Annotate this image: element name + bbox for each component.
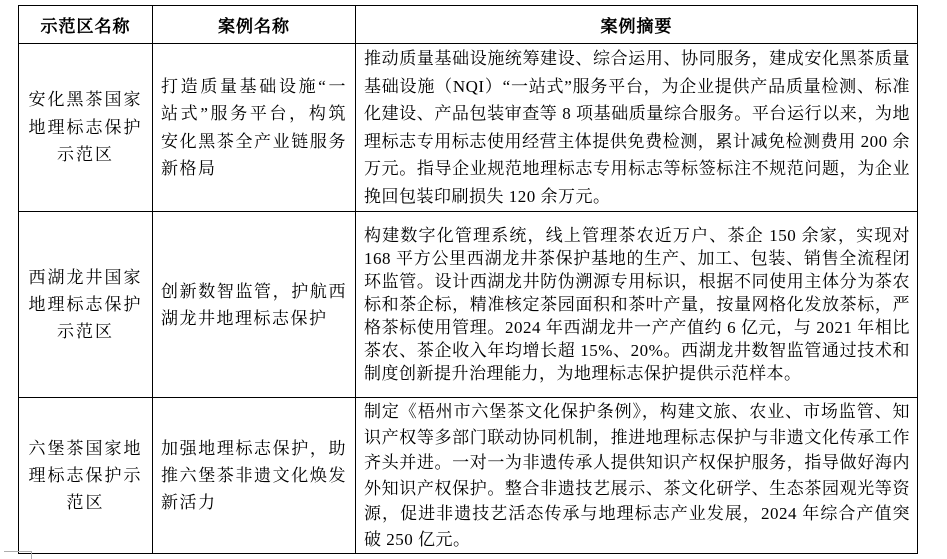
case-name-cell: 加强地理标志保护，助推六堡茶非遗文化焕发新活力 — [153, 398, 356, 554]
zone-cell: 安化黑茶国家地理标志保护示范区 — [19, 44, 153, 212]
table-row — [19, 44, 918, 212]
summary-cell: 制定《梧州市六堡茶文化保护条例》，构建文旅、农业、市场监管、知识产权等多部门联动协同机制，推进地理标志保护与非遗文化传承工作齐头并进。一对一为非遗传承人提供知识产权保护服务，指导做好海内外知识产权保护。整合非遗技艺展示、茶文化研学、生态茶园观光等资源，促进非遗技艺活态传承与地理标志产业发展，2024 年综合产值突破 250 亿元。 — [356, 398, 918, 554]
cropped-page-fragment — [4, 551, 32, 559]
summary-cell: 推动质量基础设施统筹建设、综合运用、协同服务，建成安化黑茶质量基础设施（NQI）“一站式”服务平台，为企业提供产品质量检测、标准化建设、产品包装审查等 8 项基础质量综合服务。平台运行以来，为地理标志专用标志使用经营主体提供免费检测，累计减免检测费用 200 余万元。指导企业规范地理标志专用标志等标签标注不规范问题，为企业挽回包装印刷损失 120 余万元。 — [356, 44, 918, 212]
summary-cell: 构建数字化管理系统，线上管理茶农近万户、茶企 150 余家，实现对 168 平方公里西湖龙井茶保护基地的生产、加工、包装、销售全流程闭环监管。设计西湖龙井防伪溯源专用标识，根据不同使用主体分为茶农标和茶企标，精准核定茶园面积和茶叶产量，按量网格化发放茶标，严格茶标使用管理。2024 年西湖龙井一产产值约 6 亿元，与 2021 年相比茶农、茶企收入年均增长超 15%、20%。西湖龙井数智监管通过技术和制度创新提升治理能力，为地理标志保护提供示范样本。 — [356, 212, 918, 398]
column-header-summary: 案例摘要 — [356, 6, 918, 44]
zone-cell: 西湖龙井国家地理标志保护示范区 — [19, 212, 153, 398]
case-name-cell: 打造质量基础设施“一站式”服务平台，构筑安化黑茶全产业链服务新格局 — [153, 44, 356, 212]
case-table — [18, 5, 918, 554]
table-header-row — [19, 6, 918, 44]
zone-cell: 六堡茶国家地理标志保护示范区 — [19, 398, 153, 554]
case-name-cell: 创新数智监管，护航西湖龙井地理标志保护 — [153, 212, 356, 398]
column-header-case: 案例名称 — [153, 6, 356, 44]
table-row — [19, 212, 918, 398]
column-header-zone: 示范区名称 — [19, 6, 153, 44]
table-row — [19, 398, 918, 554]
